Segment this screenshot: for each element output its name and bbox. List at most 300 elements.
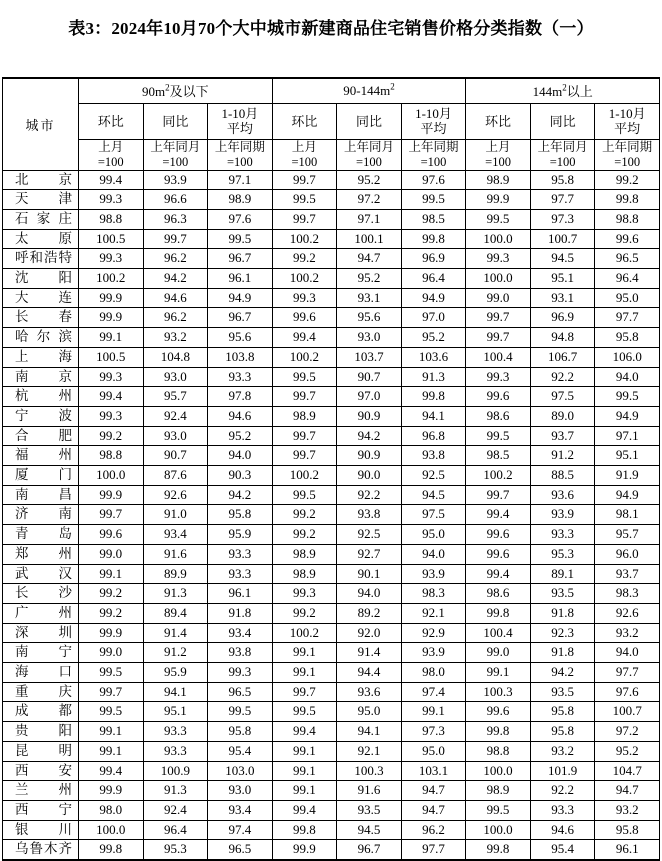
index-value: 99.5 (401, 190, 466, 210)
index-value: 100.1 (337, 229, 402, 249)
index-value: 103.8 (208, 347, 273, 367)
index-value: 93.6 (337, 682, 402, 702)
index-value: 97.8 (208, 387, 273, 407)
index-value: 93.6 (530, 485, 595, 505)
index-value: 94.0 (401, 544, 466, 564)
metric-avg-header (208, 103, 273, 139)
index-value: 99.8 (79, 840, 144, 860)
index-value: 94.9 (595, 406, 660, 426)
index-value: 92.0 (337, 623, 402, 643)
base-value: =100 (485, 154, 511, 169)
table-row (3, 564, 660, 584)
index-value: 100.2 (466, 466, 531, 486)
index-value: 91.3 (143, 781, 208, 801)
index-value: 91.2 (143, 643, 208, 663)
index-value: 97.0 (401, 308, 466, 328)
index-value: 90.7 (143, 446, 208, 466)
group-label: 90-144m (343, 82, 391, 98)
metric-mom-header (466, 103, 531, 139)
index-value: 92.1 (401, 603, 466, 623)
index-value: 99.3 (79, 406, 144, 426)
index-value: 100.5 (79, 229, 144, 249)
index-value: 99.1 (79, 722, 144, 742)
base-value: =100 (162, 154, 189, 169)
index-value: 93.3 (208, 564, 273, 584)
index-value: 99.5 (272, 702, 337, 722)
index-value: 98.1 (595, 505, 660, 525)
table-row (3, 643, 660, 663)
table-row (3, 308, 660, 328)
metric-label: 1-10月 (415, 106, 452, 121)
index-value: 97.7 (595, 308, 660, 328)
index-value: 97.6 (401, 170, 466, 190)
index-value: 94.2 (208, 485, 273, 505)
base-label: 上年同期 (408, 140, 459, 154)
index-value: 95.2 (337, 170, 402, 190)
index-value: 93.0 (143, 426, 208, 446)
base-same-month-header (143, 139, 208, 170)
table-row (3, 249, 660, 269)
index-value: 98.6 (466, 584, 531, 604)
index-value: 90.9 (337, 446, 402, 466)
city-name: 重庆 (3, 682, 79, 702)
index-value: 106.0 (595, 347, 660, 367)
index-value: 106.7 (530, 347, 595, 367)
metric-label: 环比 (291, 113, 318, 129)
index-value: 93.5 (530, 584, 595, 604)
index-value: 95.1 (530, 269, 595, 289)
index-value: 92.5 (401, 466, 466, 486)
index-value: 99.5 (272, 485, 337, 505)
metric-yoy-header (337, 103, 402, 139)
index-value: 96.9 (401, 249, 466, 269)
index-value: 104.7 (595, 761, 660, 781)
index-value: 96.8 (401, 426, 466, 446)
index-value: 99.7 (79, 505, 144, 525)
index-value: 91.2 (530, 446, 595, 466)
index-value: 97.1 (208, 170, 273, 190)
index-value: 99.4 (79, 387, 144, 407)
base-label: 上年同月 (537, 140, 588, 154)
table-row (3, 722, 660, 742)
index-value: 95.2 (208, 426, 273, 446)
base-label: 上年同月 (343, 140, 394, 154)
index-value: 99.9 (79, 308, 144, 328)
index-value: 92.2 (337, 485, 402, 505)
index-value: 94.9 (595, 485, 660, 505)
index-value: 96.3 (143, 209, 208, 229)
index-value: 99.2 (272, 249, 337, 269)
index-value: 100.2 (272, 269, 337, 289)
index-value: 93.0 (208, 781, 273, 801)
index-value: 95.3 (530, 544, 595, 564)
index-value: 92.5 (337, 525, 402, 545)
index-value: 98.9 (466, 170, 531, 190)
index-value: 97.7 (401, 840, 466, 860)
document-page (0, 14, 662, 856)
index-value: 90.7 (337, 367, 402, 387)
index-value: 94.5 (530, 249, 595, 269)
base-value: =100 (226, 154, 253, 169)
index-value: 91.6 (337, 781, 402, 801)
index-value: 91.4 (337, 643, 402, 663)
index-value: 99.1 (272, 781, 337, 801)
index-value: 90.3 (208, 466, 273, 486)
index-value: 88.5 (530, 466, 595, 486)
index-value: 99.0 (79, 643, 144, 663)
index-value: 94.1 (143, 682, 208, 702)
index-value: 99.5 (466, 209, 531, 229)
index-value: 95.9 (143, 663, 208, 683)
base-label: 上月 (98, 140, 124, 154)
col-group-144-above (466, 78, 660, 103)
index-value: 99.1 (272, 663, 337, 683)
base-same-period-header (595, 139, 660, 170)
city-name: 上海 (3, 347, 79, 367)
city-name: 大连 (3, 288, 79, 308)
index-value: 94.0 (595, 643, 660, 663)
city-name: 杭州 (3, 387, 79, 407)
index-value: 94.6 (530, 820, 595, 840)
index-value: 99.8 (401, 229, 466, 249)
index-value: 97.7 (530, 190, 595, 210)
index-value: 98.5 (466, 446, 531, 466)
city-name: 贵阳 (3, 722, 79, 742)
metric-label-2: 平均 (614, 121, 641, 136)
index-value: 99.3 (208, 663, 273, 683)
index-value: 90.0 (337, 466, 402, 486)
city-name: 石家庄 (3, 209, 79, 229)
index-value: 94.8 (530, 328, 595, 348)
index-value: 99.4 (79, 761, 144, 781)
base-label: 上月 (485, 140, 511, 154)
metric-yoy-header (143, 103, 208, 139)
index-value: 98.6 (466, 406, 531, 426)
index-value: 99.5 (79, 663, 144, 683)
index-value: 95.8 (208, 505, 273, 525)
price-index-table (2, 77, 660, 861)
index-value: 99.8 (595, 190, 660, 210)
index-value: 91.3 (143, 584, 208, 604)
metric-mom-header (79, 103, 144, 139)
index-value: 97.1 (595, 426, 660, 446)
table-row (3, 328, 660, 348)
base-label: 上年同月 (150, 140, 201, 154)
index-value: 99.5 (466, 801, 531, 821)
city-name: 福州 (3, 446, 79, 466)
index-value: 95.1 (143, 702, 208, 722)
index-value: 99.6 (466, 525, 531, 545)
index-value: 89.1 (530, 564, 595, 584)
city-name: 青岛 (3, 525, 79, 545)
index-value: 92.3 (530, 623, 595, 643)
table-row (3, 485, 660, 505)
index-value: 92.7 (337, 544, 402, 564)
index-value: 94.9 (208, 288, 273, 308)
index-value: 99.7 (272, 209, 337, 229)
metric-label: 1-10月 (608, 106, 646, 121)
index-value: 92.4 (143, 801, 208, 821)
index-value: 97.3 (530, 209, 595, 229)
table-row (3, 525, 660, 545)
index-value: 99.0 (466, 643, 531, 663)
index-value: 89.4 (143, 603, 208, 623)
index-value: 95.2 (595, 741, 660, 761)
city-name: 天津 (3, 190, 79, 210)
index-value: 98.8 (595, 209, 660, 229)
metric-label-2: 平均 (226, 121, 253, 136)
header-metric-row (3, 103, 660, 139)
group-label-suffix: 及以下 (169, 84, 209, 100)
index-value: 91.8 (530, 643, 595, 663)
index-value: 98.0 (401, 663, 466, 683)
index-value: 95.1 (595, 446, 660, 466)
base-value: =100 (420, 154, 447, 169)
index-value: 99.4 (272, 801, 337, 821)
index-value: 97.7 (595, 663, 660, 683)
index-value: 92.6 (595, 603, 660, 623)
table-row (3, 623, 660, 643)
index-value: 93.4 (143, 525, 208, 545)
table-header (3, 78, 660, 170)
index-value: 96.7 (208, 249, 273, 269)
index-value: 93.9 (401, 564, 466, 584)
index-value: 97.5 (401, 505, 466, 525)
index-value: 97.6 (595, 682, 660, 702)
index-value: 99.7 (79, 682, 144, 702)
index-value: 95.8 (595, 328, 660, 348)
base-value: =100 (614, 154, 641, 169)
index-value: 100.0 (466, 269, 531, 289)
index-value: 95.2 (401, 328, 466, 348)
index-value: 95.4 (530, 840, 595, 860)
index-value: 96.1 (595, 840, 660, 860)
index-value: 99.3 (466, 249, 531, 269)
index-value: 91.8 (530, 603, 595, 623)
index-value: 97.1 (337, 209, 402, 229)
index-value: 93.5 (530, 682, 595, 702)
index-value: 99.1 (79, 741, 144, 761)
metric-mom-header (272, 103, 337, 139)
index-value: 99.1 (79, 328, 144, 348)
index-value: 94.2 (143, 269, 208, 289)
index-value: 98.5 (401, 209, 466, 229)
index-value: 99.8 (466, 840, 531, 860)
index-value: 100.3 (337, 761, 402, 781)
index-value: 103.0 (208, 761, 273, 781)
index-value: 99.8 (401, 387, 466, 407)
table-row (3, 544, 660, 564)
index-value: 101.9 (530, 761, 595, 781)
index-value: 96.1 (208, 584, 273, 604)
metric-yoy-header (530, 103, 595, 139)
index-value: 99.7 (466, 485, 531, 505)
index-value: 93.3 (208, 367, 273, 387)
index-value: 96.0 (595, 544, 660, 564)
page-title: 表3：2024年10月70个大中城市新建商品住宅销售价格分类指数（一） (68, 19, 594, 38)
index-value: 93.2 (143, 328, 208, 348)
index-value: 100.0 (79, 820, 144, 840)
index-value: 100.2 (272, 229, 337, 249)
index-value: 95.7 (143, 387, 208, 407)
index-value: 99.5 (466, 426, 531, 446)
index-value: 92.2 (530, 781, 595, 801)
index-value: 90.1 (337, 564, 402, 584)
index-value: 95.8 (595, 820, 660, 840)
index-value: 94.2 (337, 426, 402, 446)
index-value: 95.3 (143, 840, 208, 860)
index-value: 96.1 (208, 269, 273, 289)
index-value: 99.6 (595, 229, 660, 249)
index-value: 92.2 (530, 367, 595, 387)
city-column-header: 城市 (3, 78, 79, 170)
index-value: 94.9 (401, 288, 466, 308)
index-value: 99.0 (79, 544, 144, 564)
index-value: 94.0 (337, 584, 402, 604)
index-value: 91.9 (595, 466, 660, 486)
index-value: 98.8 (79, 446, 144, 466)
index-value: 99.0 (466, 288, 531, 308)
base-prev-month-header (466, 139, 531, 170)
table-row (3, 682, 660, 702)
index-value: 99.8 (272, 820, 337, 840)
index-value: 99.7 (272, 170, 337, 190)
table-row (3, 781, 660, 801)
city-name: 合肥 (3, 426, 79, 446)
table-row (3, 505, 660, 525)
index-value: 92.4 (143, 406, 208, 426)
index-value: 91.4 (143, 623, 208, 643)
city-name: 南昌 (3, 485, 79, 505)
index-value: 93.3 (530, 801, 595, 821)
base-same-month-header (530, 139, 595, 170)
index-value: 96.4 (595, 269, 660, 289)
index-value: 99.9 (79, 288, 144, 308)
index-value: 99.2 (272, 603, 337, 623)
index-value: 93.5 (337, 801, 402, 821)
index-value: 96.5 (208, 840, 273, 860)
index-value: 93.2 (595, 801, 660, 821)
city-name: 沈阳 (3, 269, 79, 289)
table-row (3, 840, 660, 860)
index-value: 99.4 (466, 505, 531, 525)
base-same-month-header (337, 139, 402, 170)
index-value: 99.6 (272, 308, 337, 328)
index-value: 95.8 (530, 170, 595, 190)
index-value: 91.0 (143, 505, 208, 525)
index-value: 100.2 (272, 466, 337, 486)
city-name: 深圳 (3, 623, 79, 643)
index-value: 100.2 (79, 269, 144, 289)
index-value: 99.1 (401, 702, 466, 722)
index-value: 99.4 (79, 170, 144, 190)
index-value: 89.9 (143, 564, 208, 584)
index-value: 97.4 (401, 682, 466, 702)
index-value: 92.6 (143, 485, 208, 505)
city-name: 北京 (3, 170, 79, 190)
metric-avg-header (401, 103, 466, 139)
index-value: 99.9 (79, 623, 144, 643)
header-group-row (3, 78, 660, 103)
superscript: 2 (165, 82, 170, 93)
city-name: 南京 (3, 367, 79, 387)
table-row (3, 269, 660, 289)
index-value: 99.2 (595, 170, 660, 190)
table-row (3, 603, 660, 623)
index-value: 99.8 (466, 722, 531, 742)
base-value: =100 (549, 154, 576, 169)
base-label: 上月 (291, 140, 317, 154)
index-value: 97.4 (208, 820, 273, 840)
index-value: 95.7 (595, 525, 660, 545)
index-value: 98.8 (79, 209, 144, 229)
index-value: 94.5 (401, 485, 466, 505)
base-same-period-header (208, 139, 273, 170)
index-value: 96.2 (143, 308, 208, 328)
table-row (3, 367, 660, 387)
table-row (3, 663, 660, 683)
base-prev-month-header (79, 139, 144, 170)
superscript: 2 (390, 81, 395, 92)
index-value: 95.8 (530, 702, 595, 722)
index-value: 99.5 (208, 702, 273, 722)
index-value: 96.2 (401, 820, 466, 840)
index-value: 95.8 (530, 722, 595, 742)
index-value: 99.1 (466, 663, 531, 683)
metric-label: 同比 (162, 113, 189, 129)
index-value: 99.3 (79, 249, 144, 269)
city-name: 西安 (3, 761, 79, 781)
index-value: 94.1 (337, 722, 402, 742)
index-value: 94.7 (401, 801, 466, 821)
index-value: 99.6 (466, 544, 531, 564)
index-value: 99.9 (272, 840, 337, 860)
city-name: 银川 (3, 820, 79, 840)
index-value: 94.4 (337, 663, 402, 683)
index-value: 99.2 (79, 584, 144, 604)
city-name: 太原 (3, 229, 79, 249)
metric-label: 环比 (485, 113, 512, 129)
table-row (3, 820, 660, 840)
table-row (3, 406, 660, 426)
index-value: 96.7 (337, 840, 402, 860)
index-value: 95.6 (208, 328, 273, 348)
index-value: 100.0 (466, 761, 531, 781)
index-value: 96.4 (143, 820, 208, 840)
index-value: 99.9 (79, 485, 144, 505)
index-value: 93.4 (208, 801, 273, 821)
index-value: 99.1 (272, 643, 337, 663)
base-value: =100 (291, 154, 318, 169)
index-value: 100.9 (143, 761, 208, 781)
base-label: 上年同期 (214, 140, 265, 154)
city-name: 厦门 (3, 466, 79, 486)
index-value: 99.3 (272, 288, 337, 308)
index-value: 100.5 (79, 347, 144, 367)
index-value: 99.2 (272, 525, 337, 545)
index-value: 98.9 (272, 406, 337, 426)
index-value: 93.0 (143, 367, 208, 387)
city-name: 武汉 (3, 564, 79, 584)
index-value: 97.0 (337, 387, 402, 407)
index-value: 99.7 (272, 387, 337, 407)
table-row (3, 209, 660, 229)
index-value: 99.7 (272, 446, 337, 466)
index-value: 89.0 (530, 406, 595, 426)
group-label-suffix: 以上 (566, 84, 593, 100)
city-name: 呼和浩特 (3, 249, 79, 269)
index-value: 94.6 (143, 288, 208, 308)
